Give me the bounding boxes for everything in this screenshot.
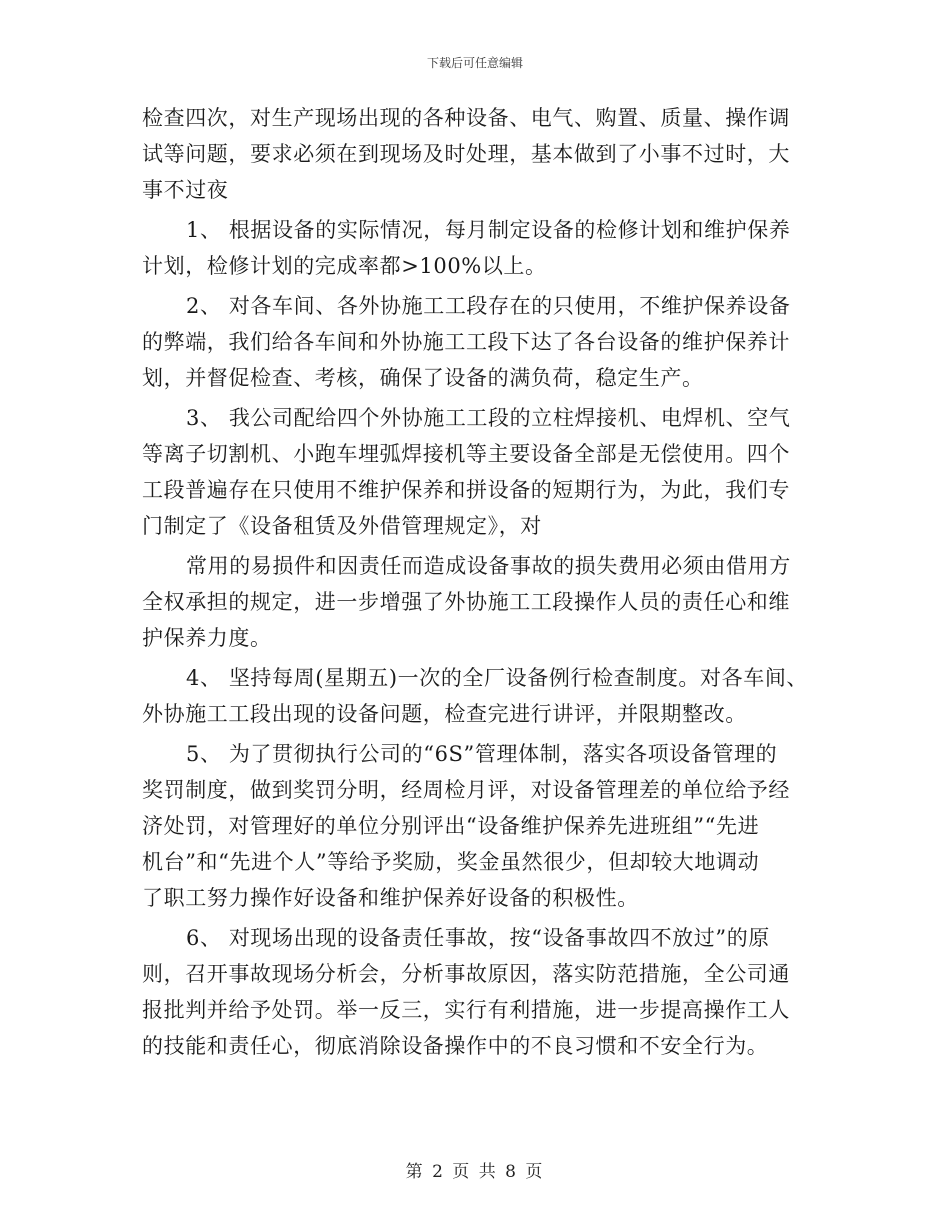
text-line: 划，并督促检查、考核，确保了设备的满负荷，稳定生产。 bbox=[142, 366, 704, 390]
text-line: 的技能和责任心，彻底消除设备操作中的不良习惯和不安全行为。 bbox=[142, 1034, 769, 1058]
text-line: 济处罚，对管理好的单位分别评出“设备维护保养先进班组”“先进 bbox=[142, 814, 760, 838]
page-footer: 第 2 页 共 8 页 bbox=[405, 1162, 545, 1182]
text-line: 计划，检修计划的完成率都>100%以上。 bbox=[142, 254, 547, 278]
page-header: 下载后可任意编辑 bbox=[426, 56, 523, 70]
text-line: 机台”和“先进个人”等给予奖励，奖金虽然很少，但却较大地调动 bbox=[142, 850, 760, 874]
text-line: 护保养力度。 bbox=[142, 626, 272, 650]
text-line: 报批判并给予处罚。举一反三，实行有利措施，进一步提高操作工人 bbox=[142, 998, 790, 1022]
text-line: 常用的易损件和因责任而造成设备事故的损失费用必须由借用方 bbox=[186, 554, 791, 578]
text-line: 外协施工工段出现的设备问题，检查完进行讲评，并限期整改。 bbox=[142, 702, 747, 726]
text-line: 试等问题，要求必须在到现场及时处理，基本做到了小事不过时，大 bbox=[142, 142, 790, 166]
text-line: 事不过夜 bbox=[142, 178, 229, 202]
text-line: 6、 对现场出现的设备责任事故，按“设备事故四不放过”的原 bbox=[186, 926, 770, 950]
text-line: 了职工努力操作好设备和维护保养好设备的积极性。 bbox=[142, 886, 639, 910]
text-line: 3、 我公司配给四个外协施工工段的立柱焊接机、电焊机、空气 bbox=[186, 406, 791, 430]
document-body bbox=[142, 100, 809, 1064]
text-line: 等离子切割机、小跑车埋弧焊接机等主要设备全部是无偿使用。四个 bbox=[142, 442, 790, 466]
text-line: 的弊端，我们给各车间和外协施工工段下达了各台设备的维护保养计 bbox=[142, 330, 790, 354]
text-line: 5、 为了贯彻执行公司的“6S”管理体制，落实各项设备管理的 bbox=[186, 742, 778, 766]
text-line: 2、 对各车间、各外协施工工段存在的只使用，不维护保养设备 bbox=[186, 294, 791, 318]
text-line: 工段普遍存在只使用不维护保养和拼设备的短期行为，为此，我们专 bbox=[142, 478, 790, 502]
text-line: 则，召开事故现场分析会，分析事故原因，落实防范措施，全公司通 bbox=[142, 962, 790, 986]
text-line: 检查四次，对生产现场出现的各种设备、电气、购置、质量、操作调 bbox=[142, 106, 790, 130]
text-line: 全权承担的规定，进一步增强了外协施工工段操作人员的责任心和维 bbox=[142, 590, 790, 614]
text-line: 1、 根据设备的实际情况，每月制定设备的检修计划和维护保养 bbox=[186, 218, 791, 242]
text-line: 奖罚制度，做到奖罚分明，经周检月评，对设备管理差的单位给予经 bbox=[142, 778, 790, 802]
text-line: 门制定了《设备租赁及外借管理规定》，对 bbox=[142, 514, 542, 538]
text-line: 4、 坚持每周(星期五)一次的全厂设备例行检查制度。对各车间、 bbox=[186, 666, 809, 690]
